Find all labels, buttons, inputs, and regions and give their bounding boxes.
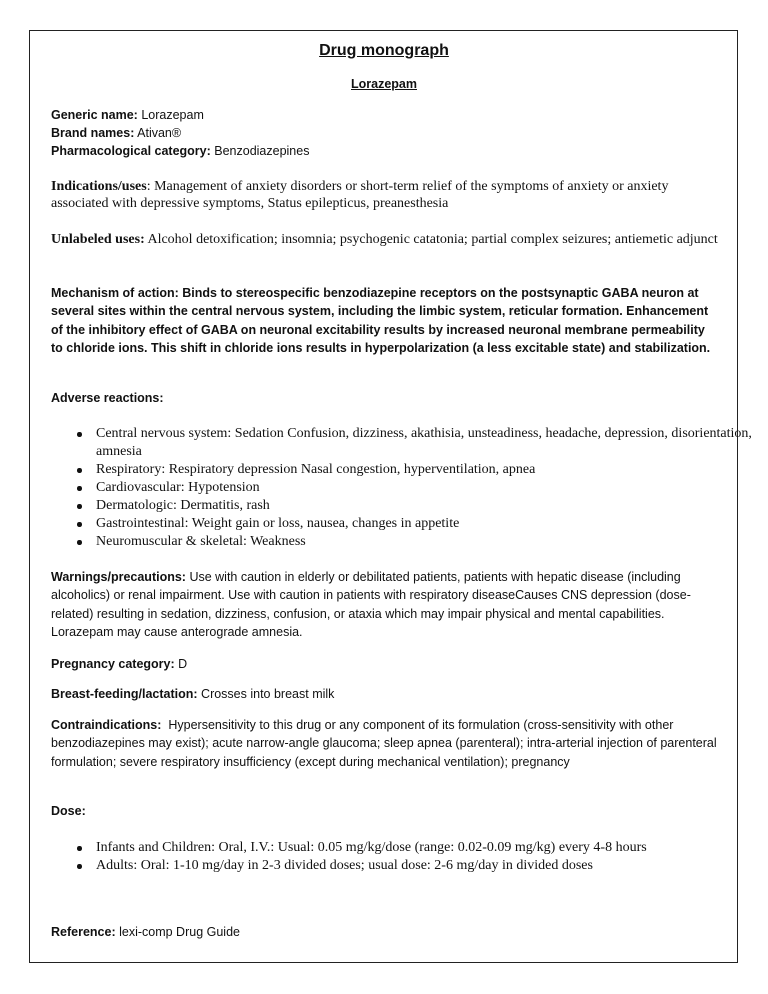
warnings-label: Warnings/precautions: [51, 570, 186, 584]
pregnancy-category-line [51, 655, 719, 673]
breastfeeding-value: Crosses into breast milk [197, 687, 335, 701]
adverse-reactions-list [51, 425, 768, 551]
pharmacological-category-value: Benzodiazepines [210, 144, 310, 158]
adverse-reactions-label: Adverse reactions: [51, 391, 164, 405]
reference-value: lexi-comp Drug Guide [115, 925, 240, 939]
list-item: Neuromuscular & skeletal: Weakness [96, 533, 768, 551]
contraindications-text: Hypersensitivity to this drug or any component of its formulation (cross-sensitivity with other benzodiazepines may exist); acute narrow-angle glaucoma; sleep apnea (parenteral); intra-arterial injection of parenteral formulation; severe respiratory insufficiency (except during mechanical ventilation); pregnancy [51, 718, 721, 769]
pregnancy-category-label: Pregnancy category: [51, 657, 175, 671]
generic-name-value: Lorazepam [137, 108, 204, 122]
pharmacological-category-label: Pharmacological category: [51, 144, 211, 158]
dose-heading [51, 802, 719, 820]
dose-label: Dose: [51, 804, 86, 818]
list-item: Adults: Oral: 1-10 mg/day in 2-3 divided doses; usual dose: 2-6 mg/day in divided doses [96, 857, 768, 875]
list-item: Dermatologic: Dermatitis, rash [96, 497, 768, 515]
drug-identity [51, 106, 719, 160]
unlabeled-uses-label: Unlabeled uses: [51, 232, 145, 247]
dose-list [51, 839, 768, 875]
page-title: Drug monograph [319, 42, 449, 59]
breastfeeding-line [51, 685, 719, 703]
mechanism-text: Binds to stereospecific benzodiazepine receptors on the postsynaptic GABA neuron at several sites within the central nervous system, including the limbic system, reticular formation. Enhancement of the inhibitory effect of GABA on neuronal excitability results by increased neuronal membrane permeability to chloride ions. This shift in chloride ions results in hyperpolarization (a less excitable state) and stabilization. [51, 286, 711, 356]
warnings-section [51, 568, 719, 642]
brand-names-line [51, 124, 719, 142]
list-item: Respiratory: Respiratory depression Nasal congestion, hyperventilation, apnea [96, 461, 768, 479]
brand-names-value: Ativan® [134, 126, 182, 140]
indications-text: : Management of anxiety disorders or short-term relief of the symptoms of anxiety or anxiety associated with depressive symptoms, Status epilepticus, preanesthesia [51, 179, 669, 211]
indications-section [51, 178, 719, 212]
pharmacological-category-line [51, 142, 719, 160]
adverse-reactions-heading [51, 389, 719, 407]
generic-name-line [51, 106, 719, 124]
mechanism-section [51, 284, 719, 358]
contraindications-section [51, 716, 719, 771]
unlabeled-uses-text: Alcohol detoxification; insomnia; psychogenic catatonia; partial complex seizures; antiemetic adjunct [144, 232, 718, 247]
warnings-text: Use with caution in elderly or debilitated patients, patients with hepatic disease (including alcoholics) or renal impairment. Use with caution in patients with respiratory diseaseCauses CNS depression (dose-related) resulting in sedation, dizziness, confusion, or ataxia which may impair physical and mental capabilities. Lorazepam may cause anterograde amnesia. [51, 570, 691, 640]
pregnancy-category-value: D [174, 657, 188, 671]
brand-names-label: Brand names: [51, 126, 135, 140]
list-item: Infants and Children: Oral, I.V.: Usual: 0.05 mg/kg/dose (range: 0.02-0.09 mg/kg) every 4-8 hours [96, 839, 768, 857]
list-item: Gastrointestinal: Weight gain or loss, nausea, changes in appetite [96, 515, 768, 533]
generic-name-label: Generic name: [51, 108, 138, 122]
list-item: Cardiovascular: Hypotension [96, 479, 768, 497]
contraindications-label: Contraindications: [51, 718, 162, 732]
mechanism-label: Mechanism of action: [51, 286, 179, 300]
unlabeled-uses-section [51, 231, 719, 248]
reference-label: Reference: [51, 925, 116, 939]
breastfeeding-label: Breast-feeding/lactation: [51, 687, 198, 701]
reference-line [51, 923, 719, 941]
list-item: Central nervous system: Sedation Confusion, dizziness, akathisia, unsteadiness, headache, depression, disorientation, amnesia [96, 425, 768, 461]
indications-label: Indications/uses [51, 179, 147, 194]
drug-name-heading: Lorazepam [351, 77, 417, 91]
